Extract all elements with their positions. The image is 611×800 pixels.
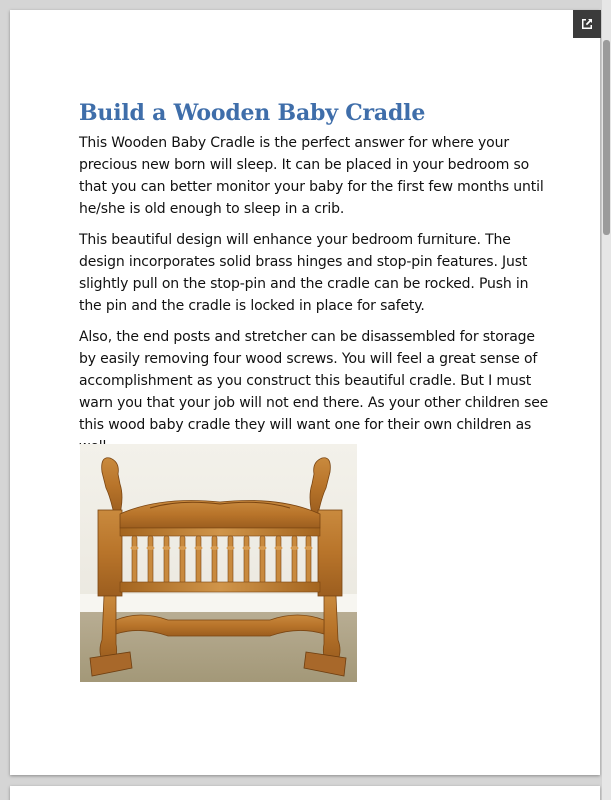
- paragraph-intro: This Wooden Baby Cradle is the perfect answer for where your precious new born will sleep. It can be placed in your bedroom so that you can better monitor your baby for the first few months until he/she is old enough to sleep in a crib.: [79, 135, 544, 217]
- cradle-photo: [80, 444, 357, 682]
- open-in-new-window-button[interactable]: [573, 10, 601, 38]
- next-page-edge: [10, 786, 600, 800]
- document-title: Build a Wooden Baby Cradle: [79, 100, 426, 126]
- open-in-new-window-icon: [579, 16, 595, 32]
- scrollbar-thumb[interactable]: [603, 40, 610, 235]
- paragraph-design: This beautiful design will enhance your bedroom furniture. The design incorporates solid brass hinges and stop-pin features. Just slightly pull on the stop-pin and the cradle can be rocked. Push in the pin and the cradle is locked in place for safety.: [79, 232, 529, 314]
- paragraph-storage: Also, the end posts and stretcher can be disassembled for storage by easily removing four wood screws. You will feel a great sense of accomplishment as you construct this beautiful cradle. But I must warn you that your job will not end there. As your other children see this wood baby cradle they will want one for their own children as: [79, 329, 549, 433]
- document-page: [10, 10, 600, 775]
- vertical-scrollbar[interactable]: [602, 0, 611, 800]
